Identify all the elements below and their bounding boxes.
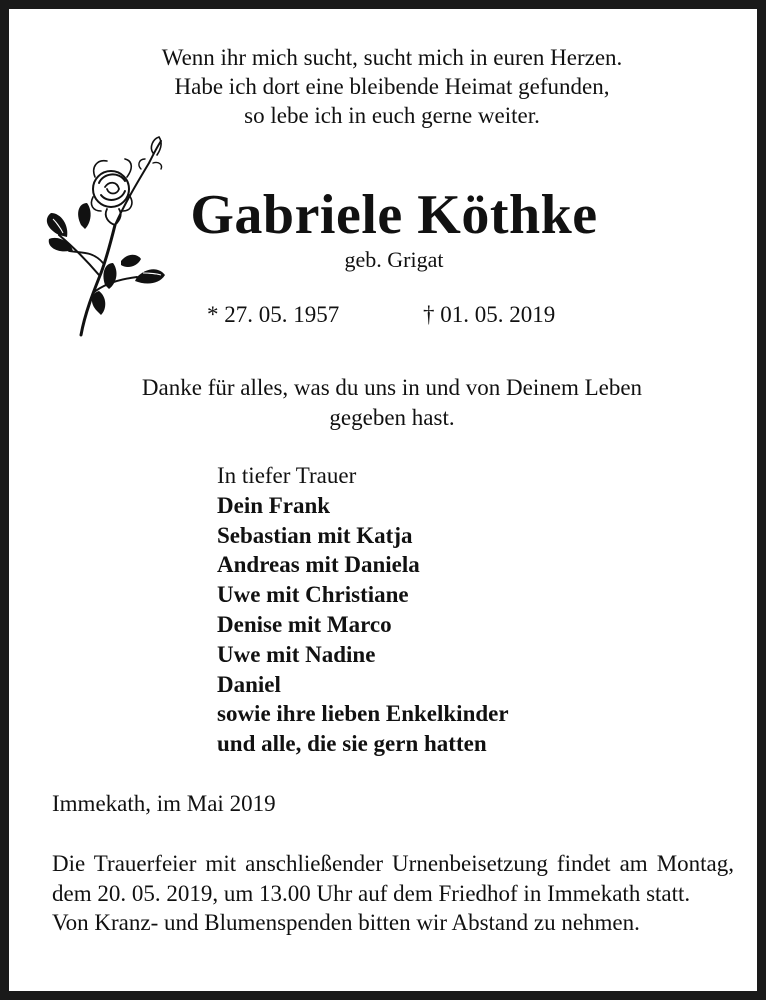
place-date: Immekath, im Mai 2019: [52, 791, 276, 816]
mourner: und alle, die sie gern hatten: [217, 731, 487, 757]
mourner: Andreas mit Daniela: [217, 552, 420, 578]
poem: [9, 43, 766, 130]
mourner: Denise mit Marco: [217, 611, 392, 637]
thanks-line: Danke für alles, was du uns in und von Deinem Leben: [141, 375, 643, 400]
poem-line: Wenn ihr mich sucht, sucht mich in euren Herzen.: [161, 45, 623, 70]
mourner: sowie ihre lieben Enkelkinder: [217, 701, 509, 727]
birth-date: * 27. 05. 1957: [207, 302, 340, 327]
ceremony-details: [52, 849, 734, 938]
mourner: Uwe mit Christiane: [217, 582, 409, 608]
death-date: † 01. 05. 2019: [423, 302, 556, 327]
rose-icon: [41, 133, 171, 338]
mourning-intro: In tiefer Trauer: [217, 463, 357, 488]
mourner: Uwe mit Nadine: [217, 641, 376, 667]
thanks-text: [69, 373, 715, 433]
mourner: Sebastian mit Katja: [217, 522, 413, 548]
deceased-name: Gabriele Köthke: [190, 184, 598, 246]
mourners-list: [217, 461, 509, 759]
poem-line: so lebe ich in euch gerne weiter.: [244, 103, 540, 128]
mourner: Dein Frank: [217, 492, 331, 518]
birth-name: geb. Grigat: [344, 247, 444, 272]
ceremony-text: Die Trauerfeier mit anschließender Urnenbeisetzung findet am Montag, dem 20. 05. 2019, um 13.00 Uhr auf dem Friedhof in Immekath statt.: [52, 851, 734, 906]
donation-note: Von Kranz- und Blumenspenden bitten wir Abstand zu nehmen.: [52, 910, 640, 935]
mourner: Daniel: [217, 671, 281, 697]
thanks-line: gegeben hast.: [329, 405, 455, 430]
poem-line: Habe ich dort eine bleibende Heimat gefunden,: [174, 74, 610, 99]
